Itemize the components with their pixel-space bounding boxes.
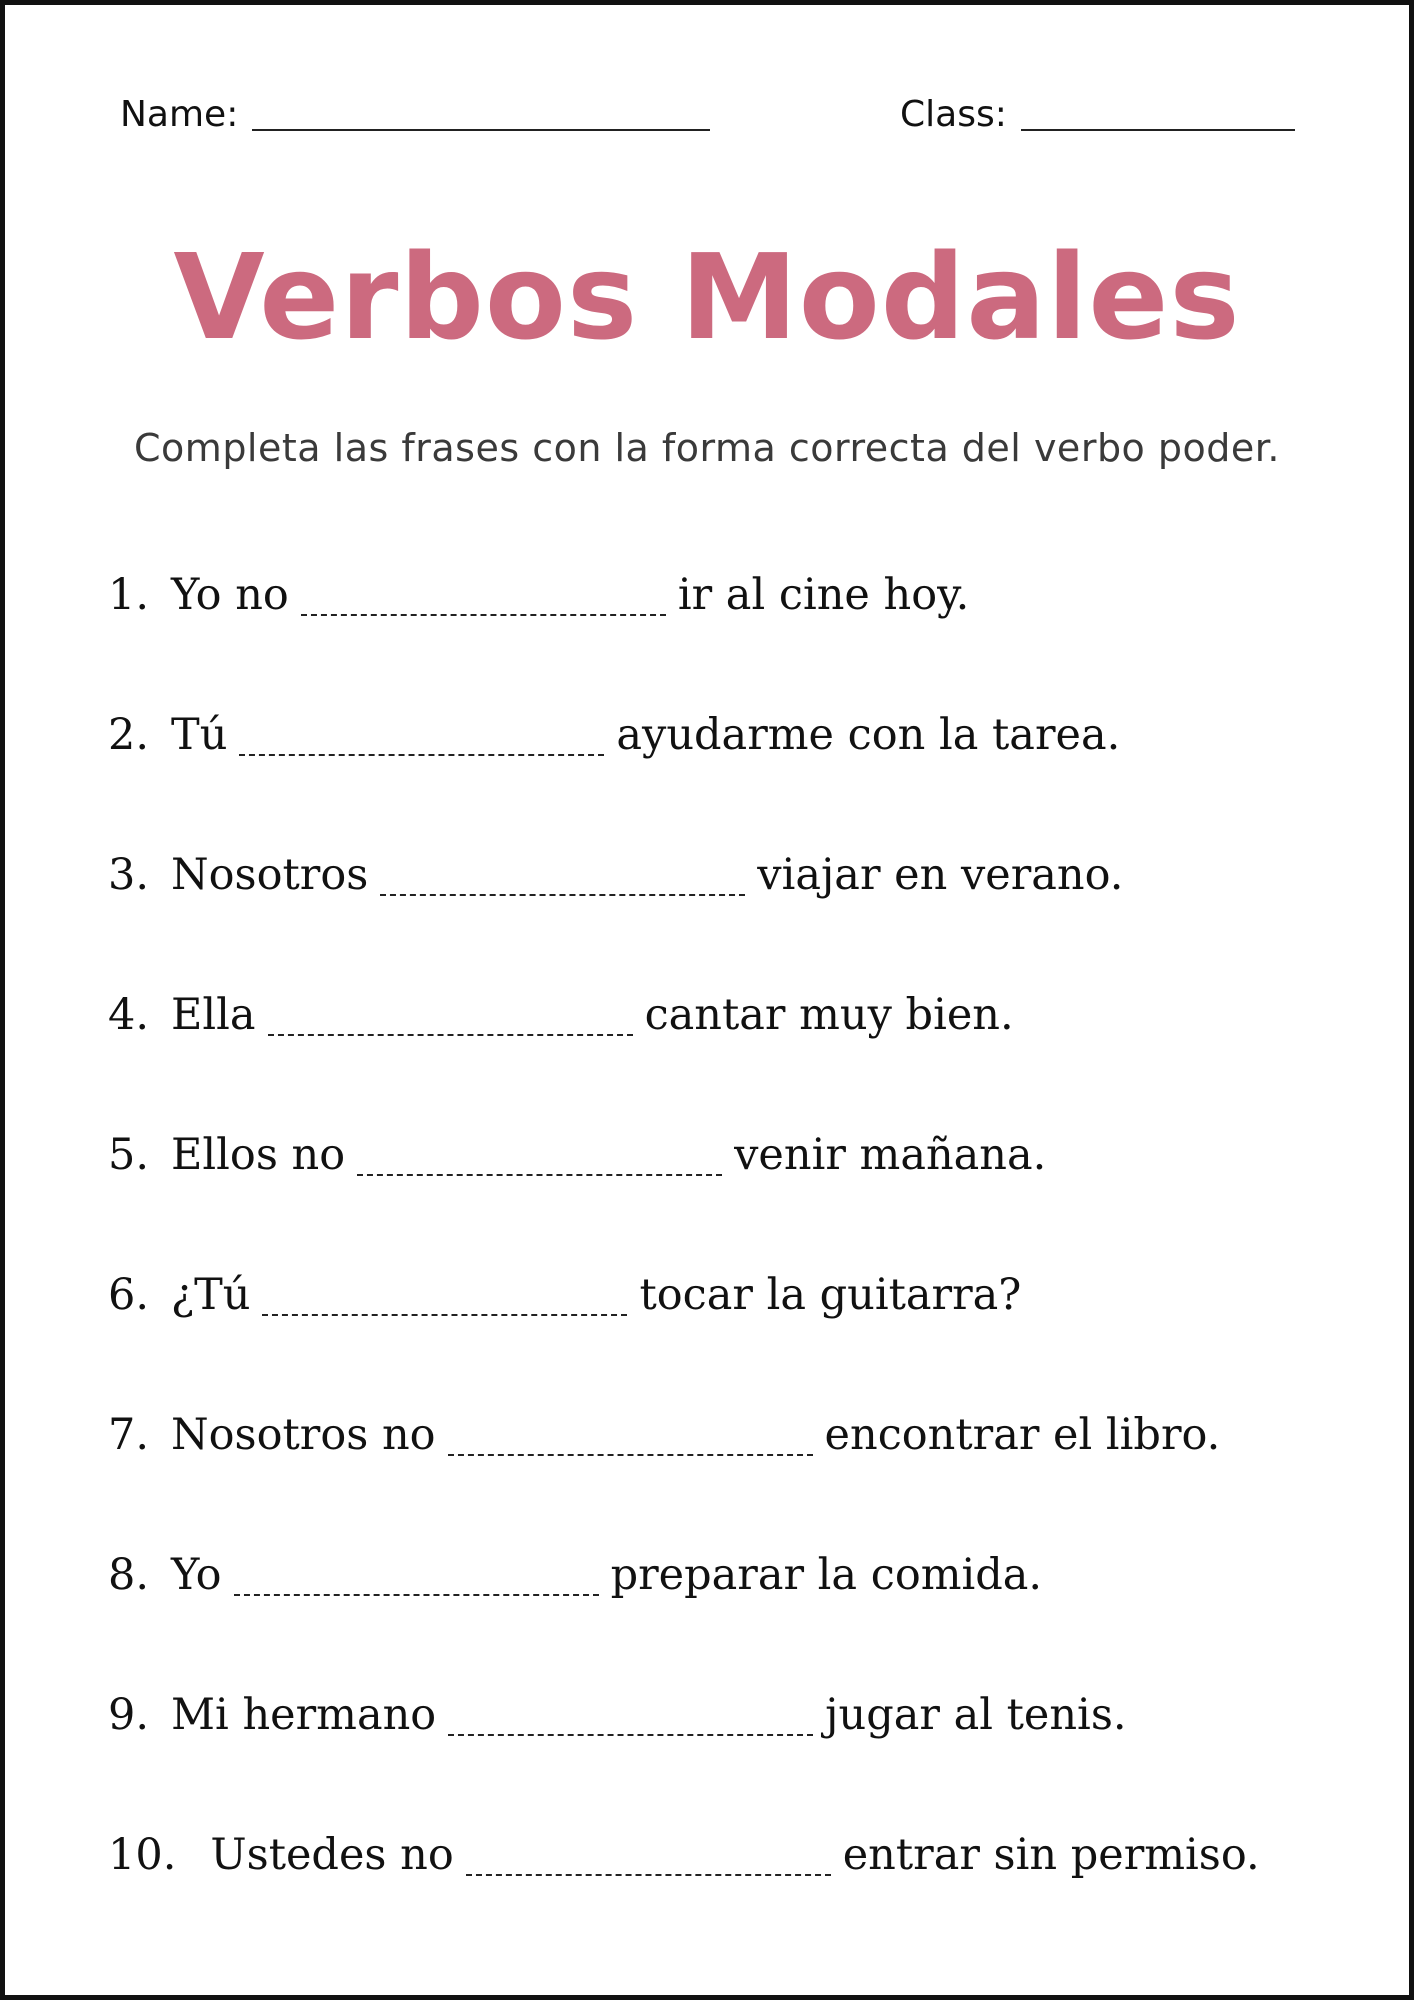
question-text-after: ir al cine hoy. [677, 570, 970, 620]
class-label: Class: [900, 94, 1007, 135]
question-item [108, 1540, 1368, 1680]
answer-blank[interactable] [448, 1454, 813, 1456]
answer-blank[interactable] [301, 614, 666, 616]
page-title: Verbos Modales [173, 228, 1241, 366]
name-input-line[interactable] [252, 129, 710, 131]
question-text-after: venir mañana. [734, 1130, 1047, 1180]
question-number: 8. [108, 1550, 150, 1600]
question-text-before: Nosotros no [171, 1410, 436, 1460]
question-number: 9. [108, 1690, 150, 1740]
question-text-after: ayudarme con la tarea. [616, 710, 1121, 760]
question-number: 4. [108, 990, 150, 1040]
question-text-before: Tú [171, 710, 228, 760]
question-text-after: jugar al tenis. [825, 1690, 1127, 1740]
answer-blank[interactable] [448, 1734, 813, 1736]
question-text-before: Mi hermano [171, 1690, 437, 1740]
answer-blank[interactable] [466, 1874, 831, 1876]
question-list [108, 560, 1368, 1960]
question-number: 3. [108, 850, 150, 900]
question-text-before: Yo [171, 1550, 222, 1600]
question-number: 7. [108, 1410, 150, 1460]
question-text-after: encontrar el libro. [824, 1410, 1221, 1460]
question-item [108, 980, 1368, 1120]
question-text-before: Ellos no [171, 1130, 346, 1180]
question-item [108, 840, 1368, 980]
instructions: Completa las frases con la forma correcta del verbo poder. [134, 426, 1280, 470]
question-text-after: preparar la comida. [610, 1550, 1043, 1600]
question-text-before: Yo no [171, 570, 289, 620]
answer-blank[interactable] [268, 1034, 633, 1036]
answer-blank[interactable] [380, 894, 745, 896]
answer-blank[interactable] [262, 1314, 627, 1316]
answer-blank[interactable] [239, 754, 604, 756]
class-input-line[interactable] [1021, 129, 1295, 131]
question-item [108, 1680, 1368, 1820]
question-number: 5. [108, 1130, 150, 1180]
name-field [120, 93, 710, 137]
question-item [108, 1400, 1368, 1540]
name-label: Name: [120, 94, 239, 135]
answer-blank[interactable] [234, 1594, 599, 1596]
question-text-after: viajar en verano. [757, 850, 1124, 900]
header [5, 93, 1409, 143]
question-item [108, 1120, 1368, 1260]
question-number: 6. [108, 1270, 150, 1320]
question-text-after: cantar muy bien. [644, 990, 1014, 1040]
question-item [108, 1260, 1368, 1400]
question-item [108, 700, 1368, 840]
question-text-before: ¿Tú [171, 1270, 251, 1320]
question-text-after: tocar la guitarra? [639, 1270, 1022, 1320]
question-text-before: Nosotros [171, 850, 369, 900]
question-text-after: entrar sin permiso. [842, 1830, 1260, 1880]
question-text-before: Ella [171, 990, 256, 1040]
question-number: 10. [108, 1830, 177, 1880]
answer-blank[interactable] [357, 1174, 722, 1176]
question-text-before: Ustedes no [210, 1830, 454, 1880]
question-number: 2. [108, 710, 150, 760]
class-field [900, 93, 1295, 137]
question-number: 1. [108, 570, 150, 620]
question-item [108, 1820, 1368, 1960]
question-item [108, 560, 1368, 700]
